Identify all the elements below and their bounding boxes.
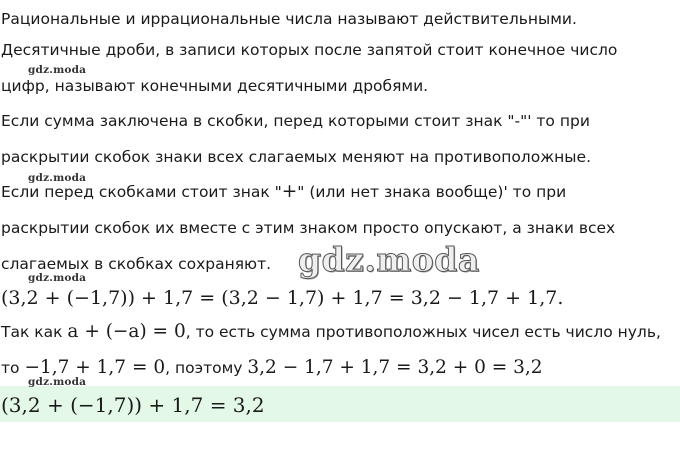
plus-sign: + xyxy=(281,181,298,202)
watermark-large: gdz.moda xyxy=(298,240,480,279)
line9-suffix: , то есть сумма противоположных чисел есть число нуль, xyxy=(185,323,661,341)
line9-prefix: Так как xyxy=(1,323,63,341)
text-line-8: слагаемых в скобках сохраняют. xyxy=(1,255,272,273)
line10-formula-2: 3,2 − 1,7 + 1,7 = 3,2 + 0 = 3,2 xyxy=(247,357,543,378)
text-line-5: раскрытии скобок знаки всех слагаемых меняют на противоположные. xyxy=(1,148,591,166)
watermark-small-4: gdz.moda xyxy=(28,376,87,388)
line10-prefix: то xyxy=(1,359,20,377)
text-line-1: Рациональные и иррациональные числа называют действительными. xyxy=(1,10,577,28)
text-line-9 xyxy=(1,322,661,342)
text-line-7: раскрытии скобок их вместе с этим знаком просто опускают, а знаки всех xyxy=(1,219,616,237)
line10-formula-1: −1,7 + 1,7 = 0 xyxy=(24,357,166,378)
text-line-6-end: " (или нет знака вообще)' то при xyxy=(297,183,567,201)
text-line-10 xyxy=(1,358,543,378)
text-line-6-start: Если перед скобками стоит знак " xyxy=(1,183,282,201)
text-line-2: Десятичные дроби, в записи которых после запятой стоит конечное число xyxy=(1,41,618,59)
answer-equation: (3,2 + (−1,7)) + 1,7 = 3,2 xyxy=(1,393,265,417)
text-line-4: Если сумма заключена в скобки, перед которыми стоит знак "-"' то при xyxy=(1,112,590,130)
watermark-small-2: gdz.moda xyxy=(28,172,87,184)
text-line-6 xyxy=(1,182,566,202)
watermark-small-1: gdz.moda xyxy=(28,64,87,76)
watermark-small-3: gdz.moda xyxy=(28,272,87,284)
line10-mid: , поэтому xyxy=(165,359,243,377)
equation-1: (3,2 + (−1,7)) + 1,7 = (3,2 − 1,7) + 1,7 = 3,2 − 1,7 + 1,7. xyxy=(1,287,564,309)
text-line-3: цифр, называют конечными десятичными дробями. xyxy=(1,77,429,95)
line9-formula: a + (−a) = 0 xyxy=(67,321,186,342)
